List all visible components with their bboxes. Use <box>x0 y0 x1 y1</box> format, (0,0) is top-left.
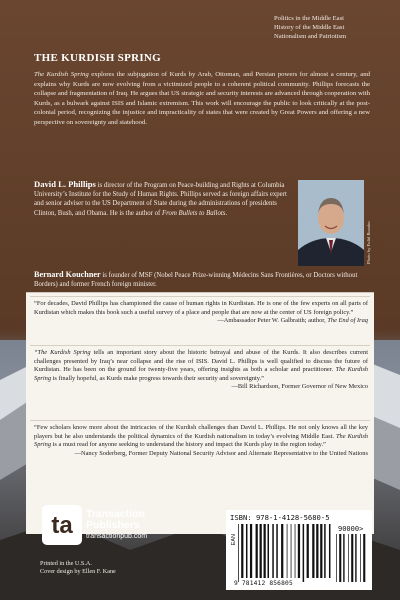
author-name: David L. Phillips <box>34 179 96 189</box>
barcode-bar <box>295 524 296 578</box>
author-bio <box>34 180 292 218</box>
author-bio-text: is director of the Program on Peace-building and Rights at Columbia University’s Institute for the Study of Human Rights. Phillips served as foreign affairs expert and senior adviser to the US Department of State during the administrations of presidents Clinton, Bush, and Obama. He is the author of <box>34 182 287 217</box>
quote-attribution <box>34 317 368 326</box>
barcode-image <box>226 510 372 590</box>
endorsement-quote <box>34 300 368 326</box>
addon-bar <box>336 534 337 582</box>
addon-bar <box>348 534 349 582</box>
quote-text: “Few scholars know more about the intricacies of the Kurdish challenges than David L. Phillips. He not only knows all the key players but he also understands the political dynamics of the Kurdish nationalism in today’s evolving Middle East. <box>34 424 368 440</box>
barcode-bar <box>316 524 318 578</box>
quote-text-end: is a must read for anyone seeking to understand the history and impact the Kurds play in the region today.” <box>51 441 326 449</box>
description-text: explores the subjugation of Kurds by Arab, Ottoman, and Persian powers for almost a century, and explains why Kurds are now evolving from a victimized people to a coherent political community. Phillips forecasts the collapse and fragmentation of Iraq. He argues that US strategic and security interests are advanced through cooperation with Kurds, as a bulwark against ISIS and Islamic extremism. This work will encourage the public to look critically at the post-colonial period, recognizing the injustice and impracticality of states that were created by Great Powers and offering a new perspective on sovereignty and statehood. <box>34 71 370 126</box>
barcode-bar <box>298 524 300 578</box>
author-portrait-image <box>298 180 364 266</box>
author-book-title: From Bullets to Ballots <box>162 209 226 217</box>
addon-bar <box>339 534 341 582</box>
barcode-digits: 9 781412 856805 <box>234 580 293 587</box>
barcode-bar <box>276 524 278 578</box>
quote-text: tells an important story about the historic betrayal and abuse of the Kurds. It also describes current challenges presented by Iraq’s near collapse and the rise of ISIS. David L. Phillips is well qualified to discuss the future of Kurdistan. He has been on the ground for twenty-five years, offering insights as both a scholar and practitioner. <box>34 349 368 374</box>
category-item: Politics in the Middle East <box>274 15 344 22</box>
barcode-bar <box>264 524 266 578</box>
category-item: History of the Middle East <box>274 24 345 31</box>
barcode-bar <box>268 524 270 578</box>
addon-bar <box>355 534 356 582</box>
quote-book-title: The Kurdish Spring <box>34 366 368 382</box>
subject-categories <box>274 14 392 41</box>
foreword-author-bio-text: is founder of MSF (Nobel Peace Prize-winning Médecins Sans Frontières, or Doctors without Borders) and former French foreign minister. <box>34 272 358 289</box>
barcode-bar <box>320 524 322 578</box>
publisher-name-line2: Publishers <box>86 519 140 531</box>
quote-book-title: The Kurdish Spring <box>34 432 368 449</box>
attribution-book-title: The End of Iraq <box>327 317 368 325</box>
addon-bar <box>351 534 353 582</box>
foreword-author-name: Bernard Kouchner <box>34 270 101 279</box>
barcode-bar <box>303 524 305 582</box>
publisher-url: transactionpub.com <box>86 533 148 540</box>
barcode-bar <box>291 524 292 578</box>
foreword-author-bio <box>34 270 370 289</box>
barcode-bar <box>241 524 243 578</box>
attribution-text: —Ambassador Peter W. Galbraith; author, <box>217 317 328 325</box>
quote-attribution: —Bill Richardson, Former Governor of New Mexico <box>231 383 368 391</box>
book-title-italic: The Kurdish Spring <box>34 71 89 78</box>
barcode-bar <box>324 524 326 578</box>
barcode-block <box>226 510 372 590</box>
quote-text-end: is finally hopeful, as Kurds make progress towards their security and sovereignty.” <box>51 374 264 382</box>
category-item: Nationalism and Patriotism <box>274 33 347 40</box>
divider <box>30 296 370 297</box>
quote-attribution: —Nancy Soderberg, Former Deputy National Security Advisor and Alternate Representative to the United Nations <box>74 449 368 457</box>
cover-designer: Cover design by Ellen F. Kane <box>40 568 116 576</box>
barcode-bar <box>329 524 331 578</box>
addon-bar <box>343 534 344 582</box>
endorsement-quote <box>34 349 368 392</box>
print-credits <box>40 560 116 577</box>
author-photo <box>298 180 364 266</box>
ean-label: EAN <box>231 534 237 546</box>
publisher-name <box>86 509 145 531</box>
quote-book-title: “The Kurdish Spring <box>34 349 91 356</box>
barcode-bar <box>246 524 248 578</box>
barcode-bar <box>256 524 258 578</box>
barcode-bar <box>260 524 262 578</box>
price-code: 90000> <box>338 525 364 533</box>
barcode-bar <box>272 524 274 578</box>
barcode-bar <box>238 524 239 582</box>
book-description <box>34 70 370 127</box>
barcode-bar <box>307 524 309 578</box>
barcode-bar <box>250 524 252 578</box>
addon-bar <box>363 534 365 582</box>
publisher-name-line1: Transaction <box>86 508 145 520</box>
addon-bar <box>360 534 361 582</box>
divider <box>30 345 370 346</box>
barcode-bar <box>281 524 283 578</box>
transaction-logo-icon <box>40 503 84 547</box>
barcode-bar <box>287 524 288 578</box>
barcode-bar <box>312 524 314 578</box>
svg-text:ta: ta <box>51 512 73 539</box>
isbn-number: ISBN: 978-1-4128-5680-5 <box>230 513 330 522</box>
divider <box>30 420 370 421</box>
author-bio-end: . <box>225 209 228 217</box>
photo-credit: Photo by Fulid Bozabu <box>366 221 371 264</box>
endorsement-quote <box>34 424 368 458</box>
publisher-logo <box>40 503 220 547</box>
quote-text: “For decades, David Phillips has championed the cause of human rights in Kurdistan. He is one of the few experts on all parts of Kurdistan which makes this book such a useful survey of a place and people that are now at the center of US foreign policy.” <box>34 300 368 316</box>
endorsements-panel <box>26 292 374 534</box>
book-title: THE KURDISH SPRING <box>34 52 162 64</box>
printed-in: Printed in the U.S.A. <box>40 560 92 567</box>
